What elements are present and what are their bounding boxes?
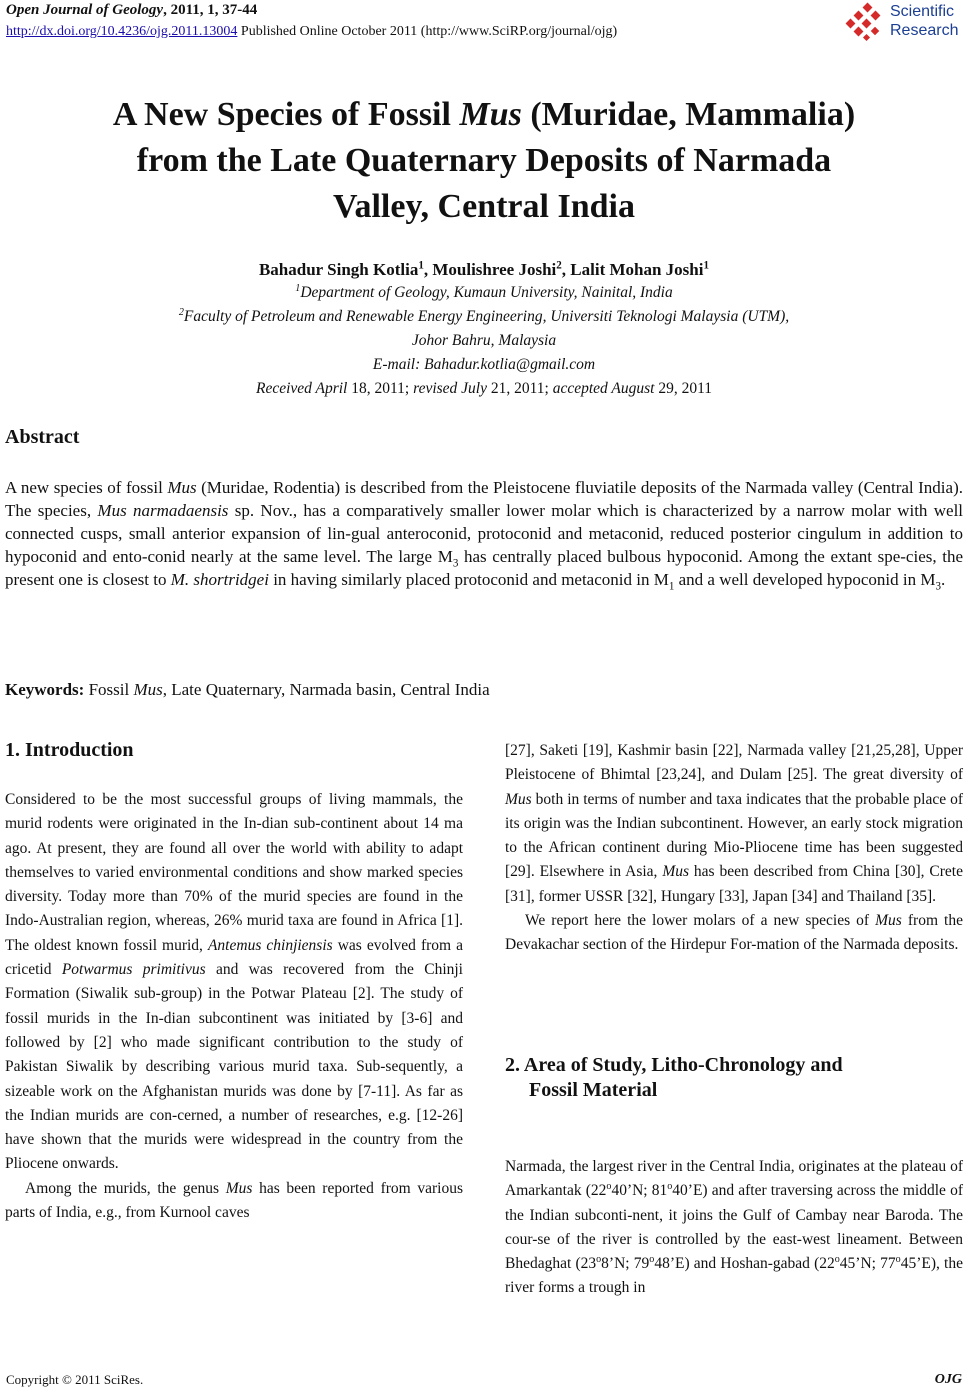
para-text: We report here the lower molars of a new species of [525,912,876,930]
abstract-text: . [940,570,946,589]
para-text: 40’E) and after traversing across the middle of the Indian subconti-nent, it joins the Gulf of Cambay near Baroda. The cour-se of the river is controlled by the east-west lineament. Between Bhedaghat (23 [505,1182,963,1273]
authors [0,260,968,280]
title-line3: Valley, Central India [333,188,635,225]
abstract-italic: Mus narmadaensis [97,501,229,520]
abstract-sub: 3 [935,580,941,593]
abstract-italic: M. shortridgei [170,570,269,589]
journal-name: Open Journal of Geology [6,2,164,18]
author-sup: 1 [418,259,424,272]
section-heading-area-of-study [505,1053,843,1103]
aff-sup: 2 [178,306,184,318]
right-paragraph-2 [505,909,963,958]
para-text: has been described from China [30], Crete [31], former USSR [32], Hungary [33], Japan [34] and Thailand [35]. [505,863,963,905]
para-italic: Mus [225,1179,253,1197]
section-heading-line1: 2. Area of Study, Litho-Chronology and [505,1054,843,1076]
title-text: A New Species of Fossil [112,96,460,133]
doi-line [6,24,617,40]
aff-text: Faculty of Petroleum and Renewable Energy Engineering, Universiti Teknologi Malaysia (UTM), [183,308,790,325]
keywords-label: Keywords: [5,680,85,699]
intro-paragraph-1 [5,788,463,1177]
author-name: , Moulishree Joshi [423,260,557,279]
affiliation-2 [0,308,968,326]
degree-sup: o [834,1254,840,1266]
logo-text [890,2,958,40]
title-genus: Mus [459,96,522,133]
para-text: 40’N; 81 [611,1182,668,1200]
para-text: Narmada, the largest river in the Central India, originates at the plateau of Amarkantak (22 [505,1158,963,1200]
abstract-text: in having similarly placed protoconid and metaconid in M [268,570,669,589]
keywords-text: Fossil [84,680,134,699]
logo-line1: Scientific [890,3,955,20]
abstract-sub: 3 [452,557,459,570]
para-text: Considered to be the most successful groups of living mammals, the murid rodents were originated in the In-dian sub-continent about 14 ma ago. At present, they are found all over the world with ability to adapt themselves to varied environmental conditions and show marked species diversity. Today more than 70% of the murid species are found in the Indo-Australian region, whereas, 26% murid taxa are found in Africa [1]. The oldest known fossil murid, [5,791,463,954]
section-heading-introduction: 1. Introduction [5,739,134,761]
title-text: (Muridae, Mammalia) [521,96,856,133]
para-text: 48’E) and Hoshan-gabad (22 [654,1255,835,1273]
para-text: 8’N; 79 [601,1255,650,1273]
para-text: and was recovered from the Chinji Formation (Siwalik sub-group) in the Potwar Plateau [2]. The study of fossil murids in the In-dian subcontinent was initiated by [3-6] and followed by [2] who made significant contribution to the study of Pakistan Siwalik by describing various murid taxa. Sub-sequently, a sizeable work on the Afghanistan murids was done by [7-11]. As far as the Indian murids are con-cerned, a number of researches, e.g. [12-26] have shown that the murids were widespread in the country from the Pliocene onwards. [5,961,463,1173]
degree-sup: o [667,1181,673,1193]
published-info: Published Online October 2011 (http://www.SciRP.org/journal/ojg) [237,24,618,39]
logo-icon [844,2,886,44]
received-label: Received April [255,380,348,397]
aff-sup: 1 [295,282,301,294]
revised-date: 21, 2011; [486,380,553,397]
para-italic: Potwarmus primitivus [61,961,206,979]
footer-journal-abbr: OJG [934,1372,962,1387]
title-line2: from the Late Quaternary Deposits of Narmada [136,142,832,179]
abstract-body [5,476,963,591]
intro-paragraph-2 [5,1177,463,1226]
footer-copyright: Copyright © 2011 SciRes. [6,1372,144,1387]
doi-link[interactable]: http://dx.doi.org/10.4236/ojg.2011.13004 [6,24,238,39]
right-column-top [505,739,963,958]
abstract-heading: Abstract [5,426,80,448]
title-line1 [0,92,968,138]
received-date: 18, 2011; [347,380,414,397]
para-italic: Antemus chinjiensis [207,936,333,954]
logo-line2: Research [890,22,959,39]
para-text: from the Devakachar section of the Hirdepur For-mation of the Narmada deposits. [505,912,963,954]
author-name: Bahadur Singh Kotlia [258,260,419,279]
author-sup: 1 [703,259,710,272]
accepted-date: 29, 2011 [654,380,713,397]
para-italic: Mus [662,863,690,881]
abstract-text: A new species of fossil [5,478,168,497]
journal-header [6,2,257,19]
section-heading-line2: Fossil Material [529,1079,658,1101]
para-text: Among the murids, the genus [25,1179,226,1197]
left-column [5,788,463,1225]
degree-sup: o [895,1254,901,1266]
para-text: has been reported from various parts of India, e.g., from Kurnool caves [5,1179,463,1222]
author-sup: 2 [556,259,562,272]
email: E-mail: Bahadur.kotlia@gmail.com [372,356,596,373]
para-italic: Mus [875,912,902,930]
right-column-bottom [505,1155,963,1301]
right-paragraph-3 [505,1155,963,1301]
scientific-research-logo [844,2,964,44]
keywords-text: , Late Quaternary, Narmada basin, Central India [162,680,490,699]
para-text: 45’N; 77 [839,1255,896,1273]
affiliation-1 [0,284,968,302]
abstract-text: (Muridae, Rodentia) is described from the Pleistocene fluviatile deposits of the Narmada valley (Central India). The species, [5,478,963,520]
dates-line [0,380,968,398]
revised-label: revised July [413,380,487,397]
abstract-sub: 1 [668,580,675,593]
para-text: [27], Saketi [19], Kashmir basin [22], Narmada valley [21,25,28], Upper Pleistocene of Bhimtal [23,24], and Dulam [25]. The great diversity of [505,742,963,784]
abstract-italic: Mus [167,478,197,497]
degree-sup: o [649,1254,655,1266]
right-paragraph-1 [505,739,963,909]
accepted-label: accepted August [552,380,655,397]
abstract-text: has centrally placed bulbous hypoconid. Among the extant spe-cies, the present one is closest to [5,547,963,589]
author-name: , Lalit Mohan Joshi [561,260,704,279]
degree-sup: o [606,1181,612,1193]
para-text: was evolved from a cricetid [5,936,463,979]
keywords-italic: Mus [133,680,163,699]
journal-citation: , 2011, 1, 37-44 [163,2,258,18]
para-italic: Mus [505,790,532,808]
degree-sup: o [596,1254,602,1266]
affiliation-2b: Johor Bahru, Malaysia [411,332,557,349]
keywords [5,680,490,700]
aff-text: Department of Geology, Kumaun University, Nainital, India [300,284,673,301]
para-text: both in terms of number and taxa indicates that the probable place of its origin was the Indian subcontinent. However, an early stock migration to the African continent during Mio-Pliocene time has been suggested [29]. Elsewhere in Asia, [505,790,963,881]
abstract-text: and a well developed hypoconid in M [674,570,936,589]
para-text: 45’E), the river forms a trough in [505,1255,963,1297]
abstract-text: sp. Nov., has a comparatively smaller lower molar which is characterized by a narrow molar with well connected cusps, small anterior expansion of lin-gual anteroconid, protoconid and metaconid, reduced posterior cingulum in addition to hypoconid and ento-conid nearly at the same level. The large M [5,501,964,566]
paper-title [0,92,968,230]
